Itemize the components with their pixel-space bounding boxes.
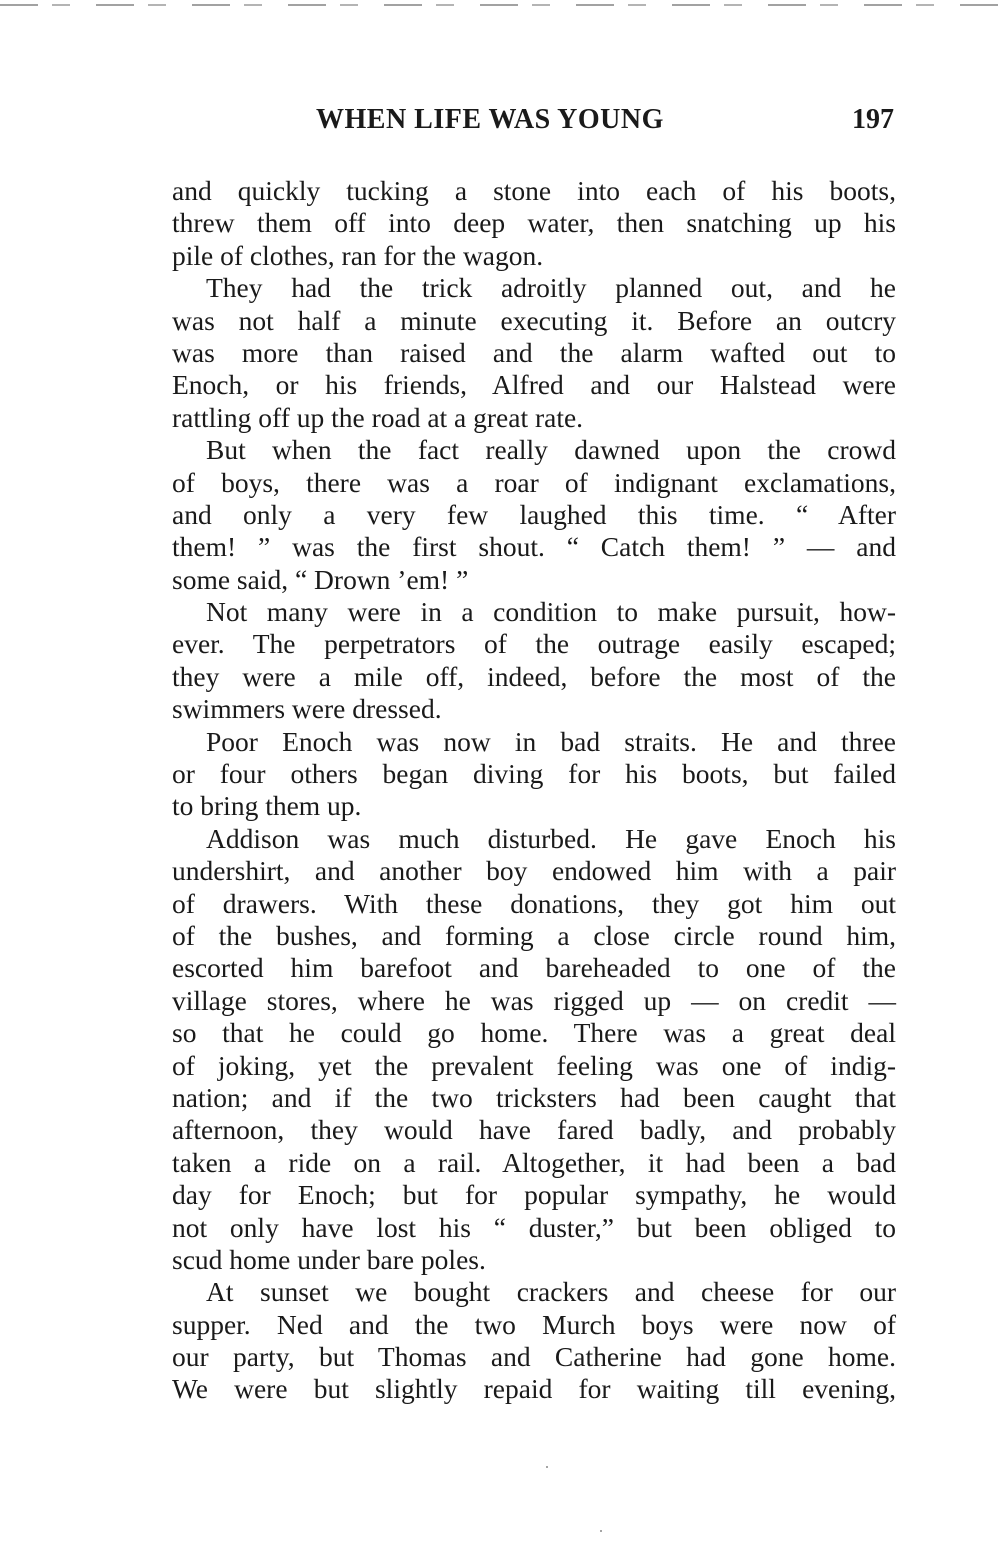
text-line: taken a ride on a rail. Altogether, it had been a bad (172, 1146, 896, 1178)
page-header (170, 104, 898, 142)
page-number: 197 (852, 104, 894, 135)
text-line: Addison was much disturbed. He gave Enoch his (206, 822, 896, 854)
text-line: of drawers. With these donations, they got him out (172, 887, 896, 919)
text-line: to bring them up. (172, 790, 362, 822)
text-line: ever. The perpetrators of the outrage easily escaped; (172, 628, 896, 660)
text-line: threw them off into deep water, then snatching up his (172, 207, 896, 239)
text-line: or four others began diving for his boots, but failed (172, 758, 896, 790)
text-line: of the bushes, and forming a close circle round him, (172, 919, 896, 951)
text-line: afternoon, they would have fared badly, and probably (172, 1114, 896, 1146)
text-line: them! ” was the first shout. “ Catch them! ” — and (172, 531, 896, 563)
text-line: some said, “ Drown ’em! ” (172, 563, 469, 595)
text-line: Enoch, or his friends, Alfred and our Halstead were (172, 369, 896, 401)
text-line: pile of clothes, ran for the wagon. (172, 239, 544, 271)
text-line: of boys, there was a roar of indignant exclamations, (172, 466, 896, 498)
text-line: scud home under bare poles. (172, 1243, 486, 1275)
text-line: supper. Ned and the two Murch boys were now of (172, 1308, 896, 1340)
text-line: and quickly tucking a stone into each of his boots, (172, 175, 896, 206)
text-line: escorted him barefoot and bareheaded to one of the (172, 952, 896, 984)
text-line: was more than raised and the alarm wafted out to (172, 336, 896, 368)
scan-edge-artifact (0, 4, 1000, 6)
text-line: nation; and if the two tricksters had been caught that (172, 1081, 896, 1113)
text-line: our party, but Thomas and Catherine had gone home. (172, 1341, 896, 1373)
text-line: so that he could go home. There was a great deal (172, 1017, 896, 1049)
text-line: We were but slightly repaid for waiting till evening, (172, 1373, 896, 1405)
text-line: Poor Enoch was now in bad straits. He and three (206, 725, 896, 757)
text-line: day for Enoch; but for popular sympathy, he would (172, 1179, 896, 1211)
text-line: and only a very few laughed this time. “ After (172, 498, 896, 530)
text-line: village stores, where he was rigged up — on credit — (172, 984, 896, 1016)
dust-speck (600, 1530, 602, 1532)
running-head: WHEN LIFE WAS YOUNG (316, 104, 664, 135)
text-line: of joking, yet the prevalent feeling was one of indig- (172, 1049, 896, 1081)
text-line: they were a mile off, indeed, before the most of the (172, 660, 896, 692)
text-line: not only have lost his “ duster,” but been obliged to (172, 1211, 896, 1243)
text-line: Not many were in a condition to make pursuit, how- (206, 596, 896, 628)
text-line: undershirt, and another boy endowed him with a pair (172, 855, 896, 887)
text-line: swimmers were dressed. (172, 693, 442, 725)
text-line: was not half a minute executing it. Before an outcry (172, 304, 896, 336)
text-line: But when the fact really dawned upon the crowd (206, 434, 896, 466)
dust-speck (546, 1466, 548, 1468)
text-line: rattling off up the road at a great rate. (172, 401, 584, 433)
body-text (172, 175, 896, 1406)
text-line: At sunset we bought crackers and cheese for our (206, 1276, 896, 1308)
text-line: They had the trick adroitly planned out, and he (206, 272, 896, 304)
